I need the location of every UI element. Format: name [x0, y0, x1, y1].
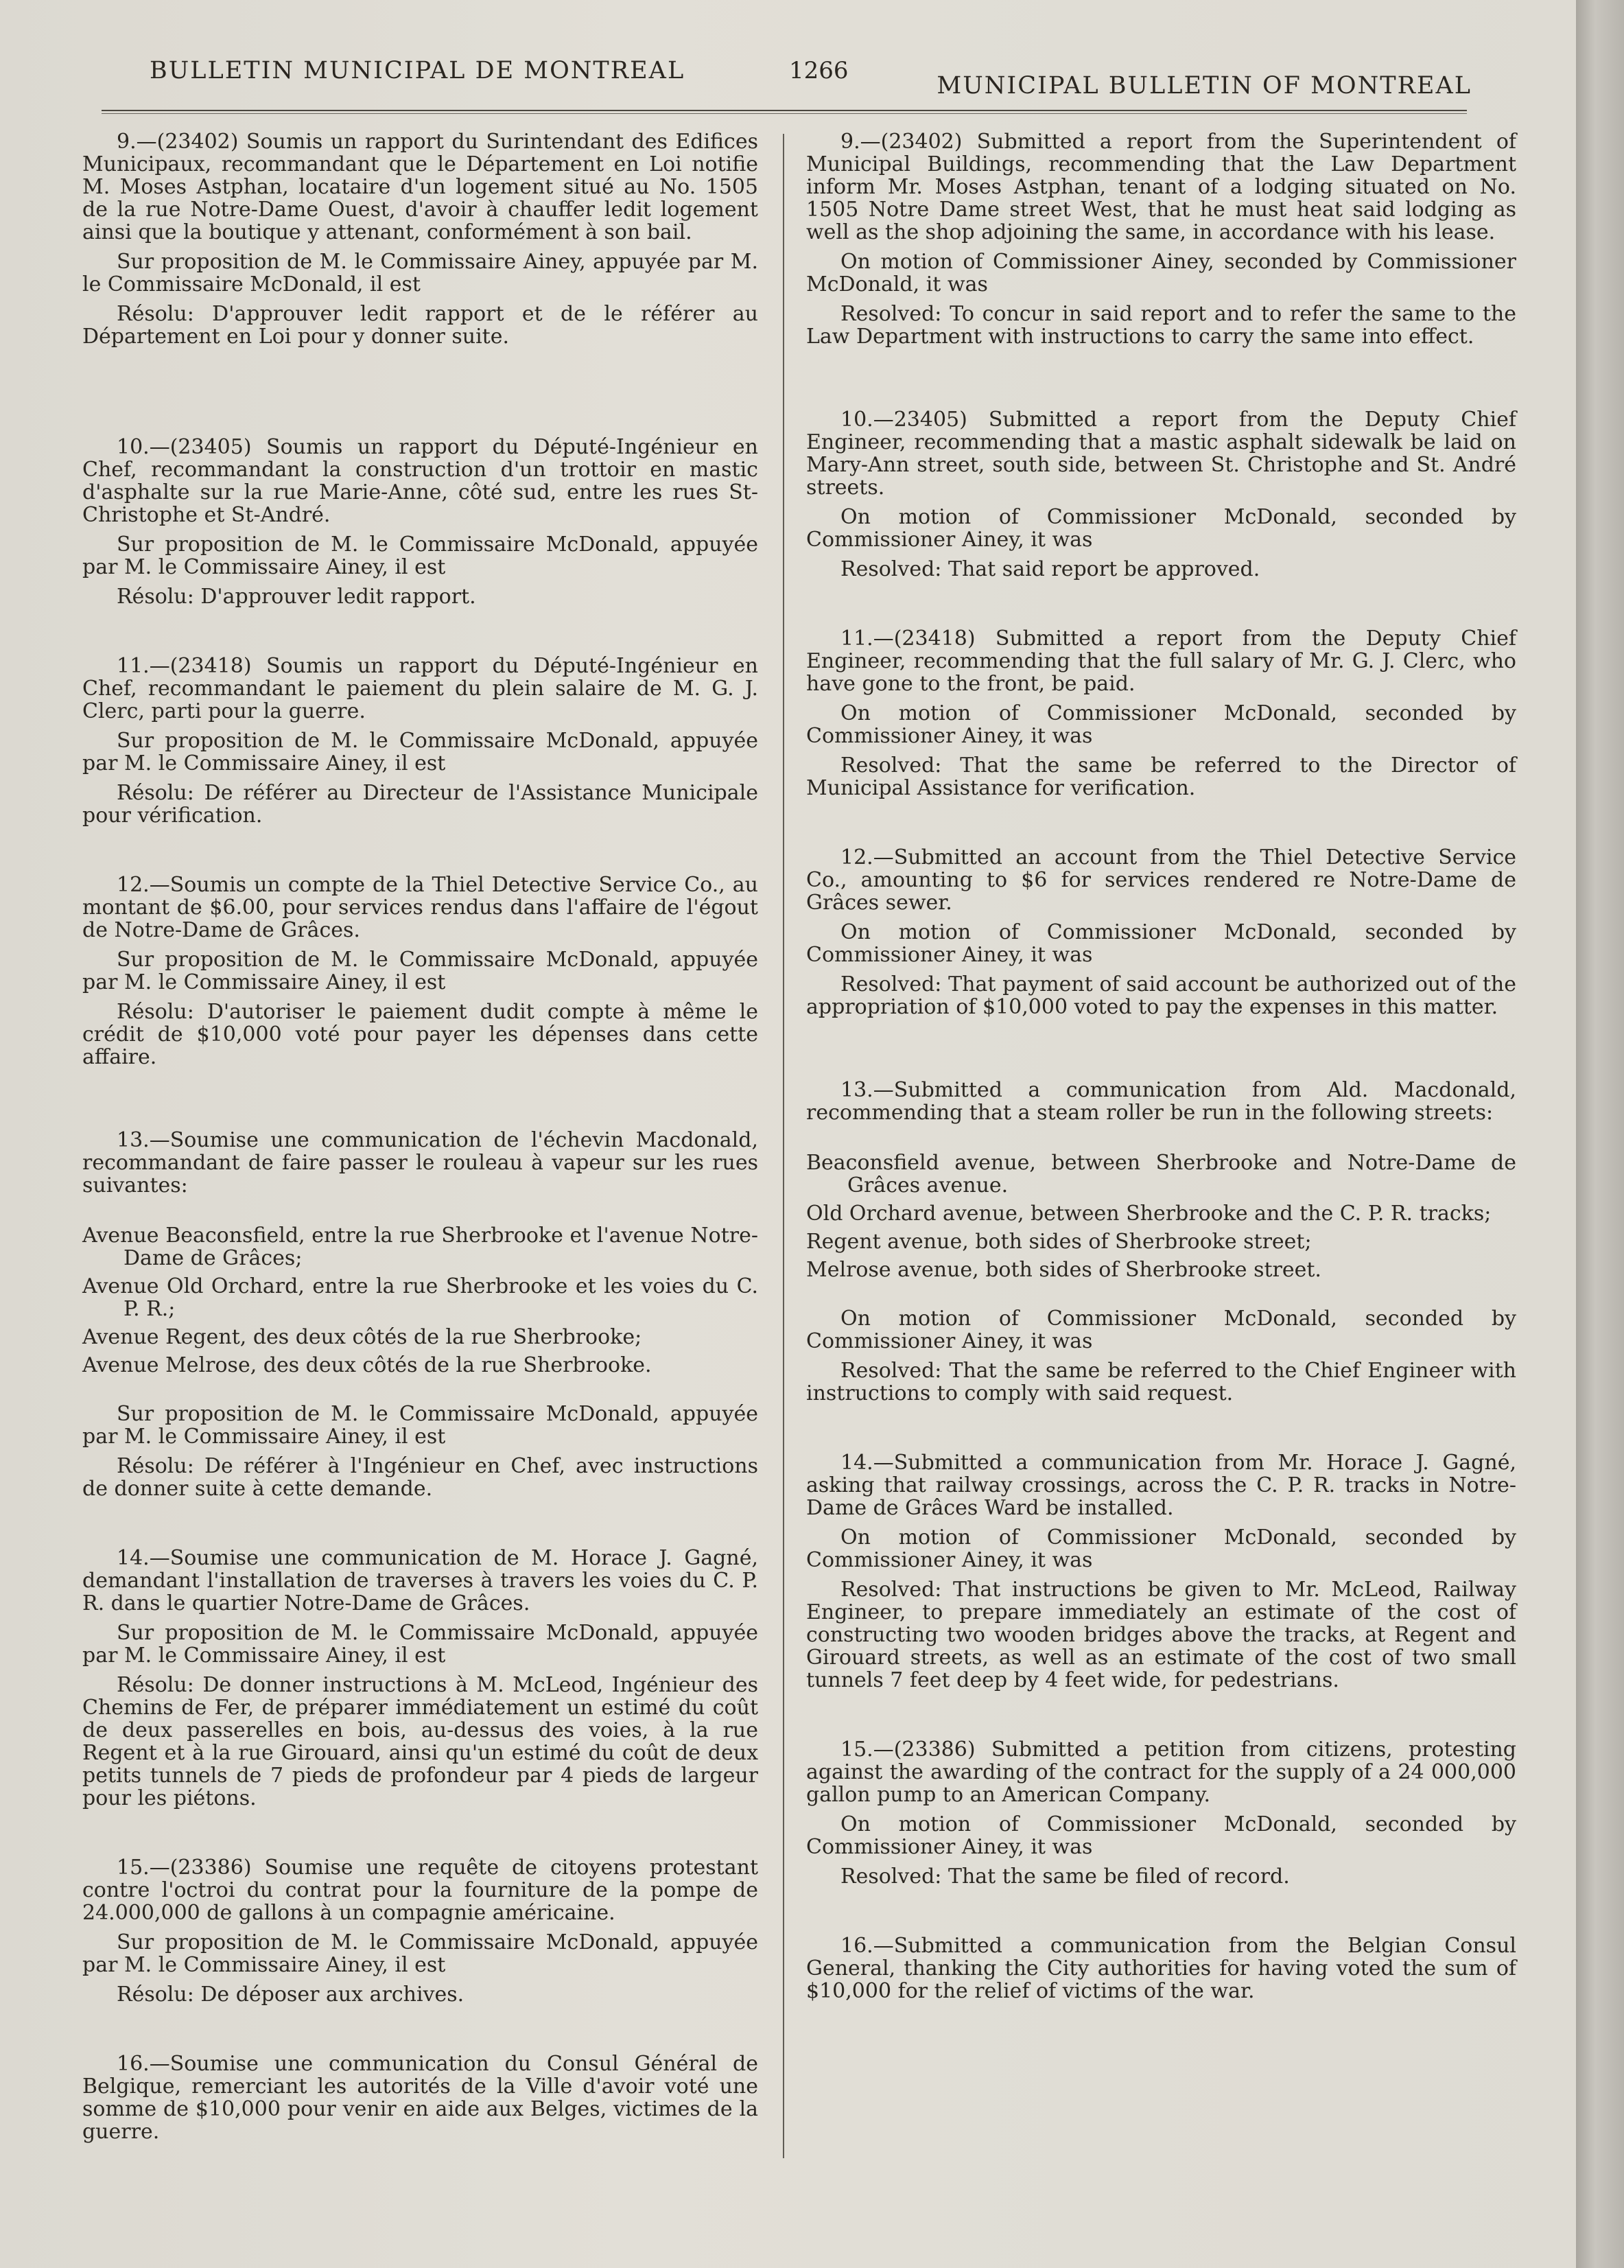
fr-item-motion: Sur proposition de M. le Commissaire McDonald, appuyée par M. le Commissaire Ainey, il est	[82, 1930, 758, 1977]
header-title-english: MUNICIPAL BULLETIN OF MONTREAL	[937, 72, 1472, 100]
en-item-motion: On motion of Commissioner McDonald, seconded by Commissioner Ainey, it was	[806, 1812, 1516, 1859]
fr-item-text: 11.—(23418) Soumis un rapport du Député-Ingénieur en Chef, recommandant le paiement du plein salaire de M. G. J. Clerc, parti pour la guerre.	[82, 654, 758, 723]
page-number: 1266	[789, 57, 849, 84]
en-item-motion: On motion of Commissioner McDonald, seconded by Commissioner Ainey, it was	[806, 1307, 1516, 1353]
fr-street-item: Avenue Beaconsfield, entre la rue Sherbrooke et l'avenue Notre-Dame de Grâces;	[82, 1224, 758, 1270]
header-title-french: BULLETIN MUNICIPAL DE MONTREAL	[150, 57, 685, 84]
en-item-motion: On motion of Commissioner Ainey, seconded by Commissioner McDonald, it was	[806, 250, 1516, 296]
fr-item-resolution: Résolu: De référer au Directeur de l'Assistance Municipale pour vérification.	[82, 781, 758, 828]
en-item-resolution: Resolved: That the same be filed of record.	[840, 1864, 1290, 1889]
fr-item-motion: Sur proposition de M. le Commissaire Ainey, appuyée par M. le Commissaire McDonald, il est	[82, 250, 758, 296]
fr-item-resolution: Résolu: De référer à l'Ingénieur en Chef, avec instructions de donner suite à cette demande.	[82, 1454, 758, 1501]
en-item-14	[806, 1451, 1516, 1692]
page-header	[144, 51, 1472, 100]
en-item-10	[806, 408, 1516, 581]
english-column	[806, 130, 1516, 2015]
page-edge-shadow	[1576, 0, 1624, 2268]
en-item-resolution: Resolved: To concur in said report and to refer the same to the Law Department with instructions to carry the same into effect.	[806, 302, 1516, 349]
en-item-resolution: Resolved: That instructions be given to Mr. McLeod, Railway Engineer, to prepare immediately an estimate of the cost of constructing two wooden bridges above the tracks, at Regent and Girouard streets, as well as an estimate of the cost of two small tunnels 7 feet deep by 4 feet wide, for pedestrians.	[806, 1578, 1516, 1692]
en-item-motion: On motion of Commissioner McDonald, seconded by Commissioner Ainey, it was	[806, 701, 1516, 748]
fr-item-11	[82, 655, 758, 827]
en-item-text: 12.—Submitted an account from the Thiel Detective Service Co., amounting to $6 for services rendered re Notre-Dame de Grâces sewer.	[806, 845, 1516, 915]
en-item-13	[806, 1079, 1516, 1405]
fr-item-motion: Sur proposition de M. le Commissaire McDonald, appuyée par M. le Commissaire Ainey, il est	[82, 729, 758, 775]
en-street-item: Melrose avenue, both sides of Sherbrooke street.	[806, 1258, 1321, 1282]
en-item-motion: On motion of Commissioner McDonald, seconded by Commissioner Ainey, it was	[806, 920, 1516, 967]
fr-item-motion: Sur proposition de M. le Commissaire McDonald, appuyée par M. le Commissaire Ainey, il est	[82, 533, 758, 579]
french-column	[82, 130, 758, 2155]
en-street-item: Beaconsfield avenue, between Sherbrooke and Notre-Dame de Grâces avenue.	[806, 1151, 1516, 1197]
fr-item-text: 10.—(23405) Soumis un rapport du Député-Ingénieur en Chef, recommandant la construction d'un trottoir en mastic d'asphalte sur la rue Marie-Anne, côté sud, entre les rues St-Christophe et St-André.	[82, 435, 758, 527]
en-item-resolution: Resolved: That the same be referred to the Director of Municipal Assistance for verification.	[806, 753, 1516, 800]
fr-item-resolution: Résolu: D'approuver ledit rapport et de le référer au Département en Loi pour y donner suite.	[82, 302, 758, 349]
fr-item-resolution: Résolu: D'autoriser le paiement dudit compte à même le crédit de $10,000 voté pour payer les dépenses dans cette affaire.	[82, 1000, 758, 1069]
fr-item-resolution: Résolu: De donner instructions à M. McLeod, Ingénieur des Chemins de Fer, de préparer immédiatement un estimé du coût de deux passerelles en bois, au-dessus des voies, à la rue Regent et à la rue Girouard, ainsi qu'un estimé du coût de deux petits tunnels de 7 pieds de profondeur par 4 pieds de largeur pour les piétons.	[82, 1673, 758, 1810]
fr-item-15	[82, 1856, 758, 2006]
fr-item-motion: Sur proposition de M. le Commissaire McDonald, appuyée par M. le Commissaire Ainey, il est	[82, 948, 758, 994]
en-street-item: Regent avenue, both sides of Sherbrooke street;	[806, 1230, 1312, 1254]
en-item-16	[806, 1934, 1516, 2002]
en-street-item: Old Orchard avenue, between Sherbrooke and the C. P. R. tracks;	[806, 1202, 1492, 1226]
en-item-text: 11.—(23418) Submitted a report from the Deputy Chief Engineer, recommending that the full salary of Mr. G. J. Clerc, who have gone to the front, be paid.	[806, 627, 1516, 696]
fr-item-text: 12.—Soumis un compte de la Thiel Detective Service Co., au montant de $6.00, pour services rendus dans l'affaire de l'égout de Notre-Dame de Grâces.	[82, 873, 758, 942]
fr-item-text: 15.—(23386) Soumise une requête de citoyens protestant contre l'octroi du contrat pour la fourniture de la pompe de 24.000,000 de gallons à un compagnie américaine.	[82, 1856, 758, 1925]
fr-item-resolution: Résolu: De déposer aux archives.	[117, 1983, 464, 2007]
column-divider	[783, 134, 784, 2158]
en-item-text: 13.—Submitted a communication from Ald. Macdonald, recommending that a steam roller be run in the following streets:	[806, 1078, 1516, 1125]
fr-street-item: Avenue Melrose, des deux côtés de la rue Sherbrooke.	[82, 1353, 652, 1377]
fr-item-16	[82, 2053, 758, 2143]
en-item-12	[806, 846, 1516, 1018]
fr-street-item: Avenue Old Orchard, entre la rue Sherbrooke et les voies du C. P. R.;	[82, 1274, 758, 1321]
fr-item-motion: Sur proposition de M. le Commissaire McDonald, appuyée par M. le Commissaire Ainey, il est	[82, 1402, 758, 1449]
en-item-resolution: Resolved: That said report be approved.	[840, 557, 1260, 581]
en-item-motion: On motion of Commissioner McDonald, seconded by Commissioner Ainey, it was	[806, 505, 1516, 552]
en-item-text: 14.—Submitted a communication from Mr. Horace J. Gagné, asking that railway crossings, across the C. P. R. tracks in Notre-Dame de Grâces Ward be installed.	[806, 1451, 1516, 1520]
fr-item-text: 13.—Soumise une communication de l'échevin Macdonald, recommandant de faire passer le rouleau à vapeur sur les rues suivantes:	[82, 1128, 758, 1197]
en-item-15	[806, 1738, 1516, 1888]
en-item-motion: On motion of Commissioner McDonald, seconded by Commissioner Ainey, it was	[806, 1525, 1516, 1572]
header-rule-secondary	[102, 113, 1467, 114]
fr-item-10	[82, 436, 758, 608]
fr-item-text: 14.—Soumise une communication de M. Horace J. Gagné, demandant l'installation de traverses à travers les voies du C. P. R. dans le quartier Notre-Dame de Grâces.	[82, 1546, 758, 1615]
fr-item-resolution: Résolu: D'approuver ledit rapport.	[117, 585, 476, 609]
en-item-resolution: Resolved: That the same be referred to the Chief Engineer with instructions to comply with said request.	[806, 1359, 1516, 1405]
fr-item-text: 9.—(23402) Soumis un rapport du Surintendant des Edifices Municipaux, recommandant que le Département en Loi notifie M. Moses Astphan, locataire d'un logement situé au No. 1505 de la rue Notre-Dame Ouest, d'avoir à chauffer ledit logement ainsi que la boutique y attenant, conformément à son bail.	[82, 130, 758, 244]
en-item-resolution: Resolved: That payment of said account be authorized out of the appropriation of $10,000 voted to pay the expenses in this matter.	[806, 972, 1516, 1019]
en-item-text: 15.—(23386) Submitted a petition from citizens, protesting against the awarding of the contract for the supply of a 24 000,000 gallon pump to an American Company.	[806, 1738, 1516, 1807]
fr-item-12	[82, 874, 758, 1068]
en-item-text: 16.—Submitted a communication from the Belgian Consul General, thanking the City authorities for having voted the sum of $10,000 for the relief of victims of the war.	[806, 1934, 1516, 2003]
en-item-text: 10.—23405) Submitted a report from the Deputy Chief Engineer, recommending that a mastic asphalt sidewalk be laid on Mary-Ann street, south side, between St. Christophe and St. André streets.	[806, 408, 1516, 500]
en-item-9	[806, 130, 1516, 348]
fr-item-14	[82, 1547, 758, 1810]
fr-item-9	[82, 130, 758, 348]
fr-item-text: 16.—Soumise une communication du Consul Général de Belgique, remerciant les autorités de la Ville d'avoir voté une somme de $10,000 pour venir en aide aux Belges, victimes de la guerre.	[82, 2052, 758, 2144]
en-item-text: 9.—(23402) Submitted a report from the Superintendent of Municipal Buildings, recommending that the Law Department inform Mr. Moses Astphan, tenant of a lodging situated on No. 1505 Notre Dame street West, that he must heat said lodging as well as the shop adjoining the same, in accordance with his lease.	[806, 130, 1516, 244]
fr-item-13	[82, 1129, 758, 1500]
en-item-11	[806, 627, 1516, 799]
fr-street-item: Avenue Regent, des deux côtés de la rue Sherbrooke;	[82, 1325, 642, 1349]
header-rule	[102, 110, 1467, 111]
fr-item-motion: Sur proposition de M. le Commissaire McDonald, appuyée par M. le Commissaire Ainey, il est	[82, 1621, 758, 1668]
